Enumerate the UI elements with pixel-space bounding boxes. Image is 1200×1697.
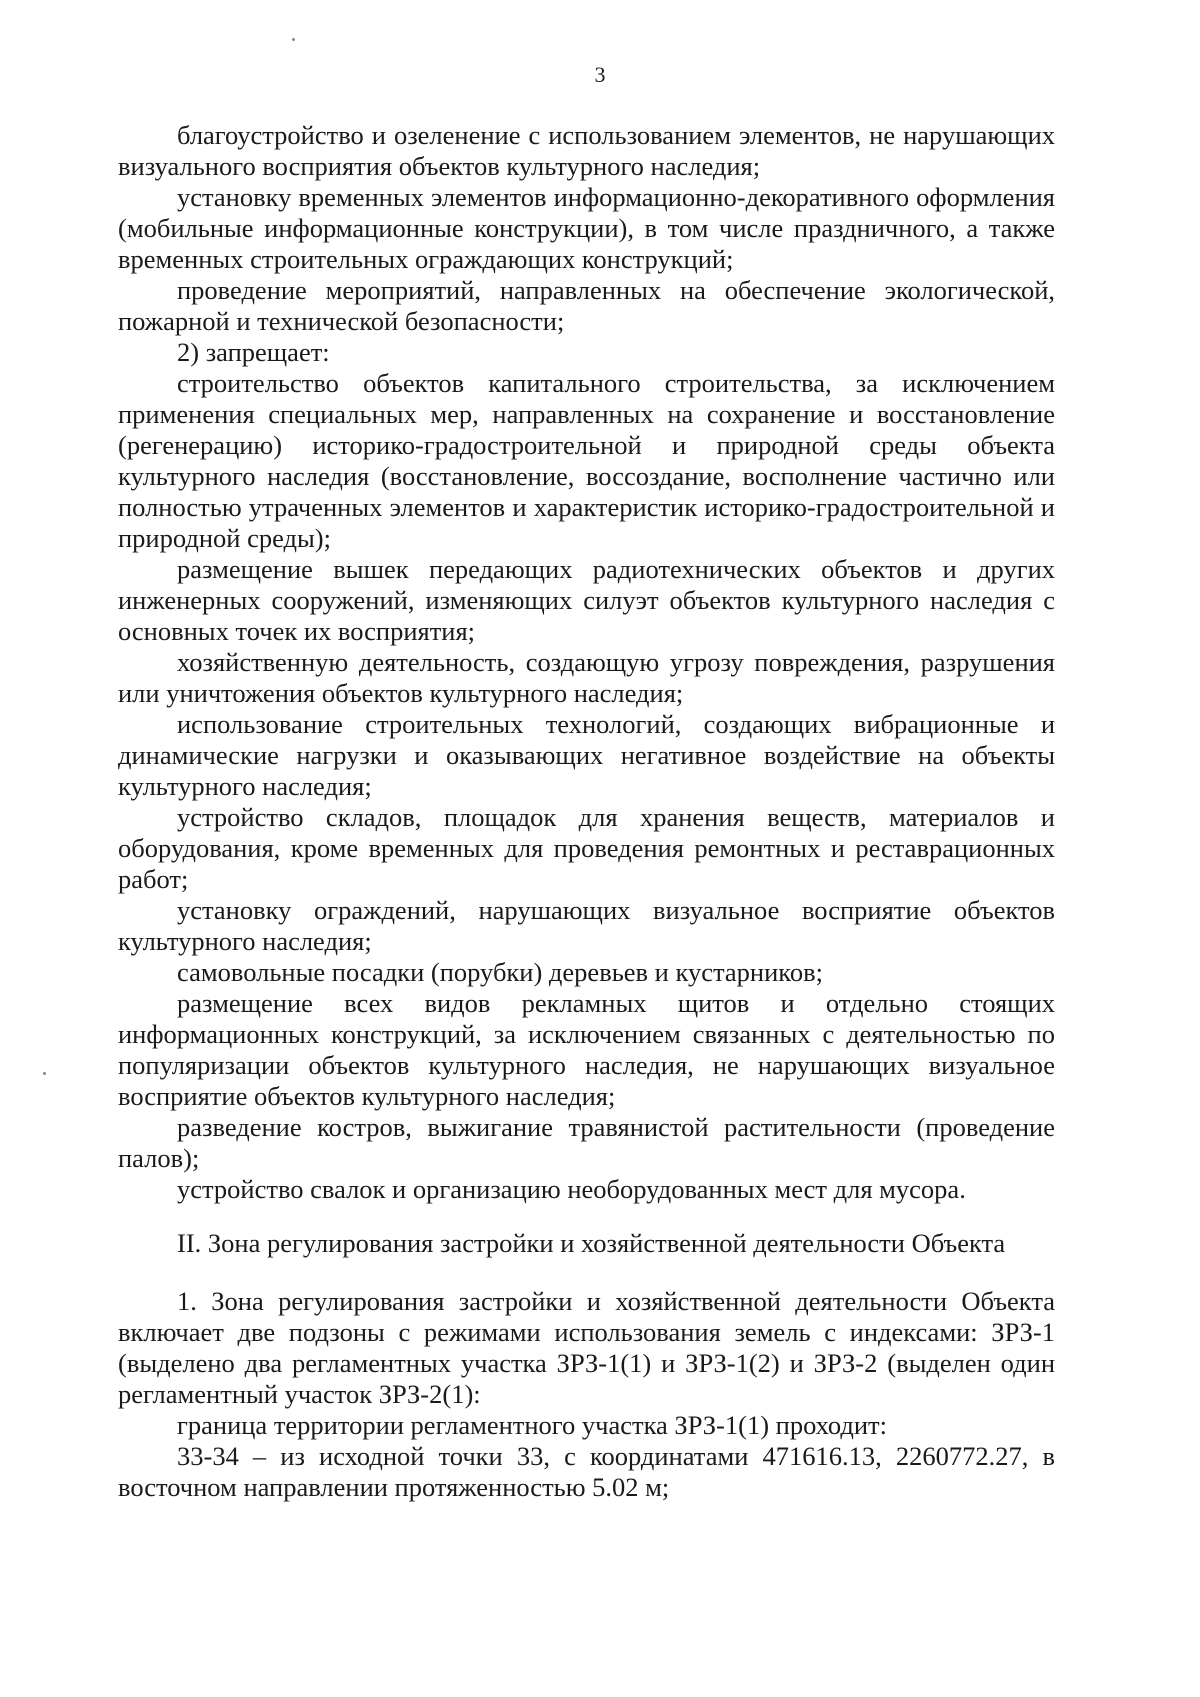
scan-speck: [292, 38, 295, 41]
paragraph: благоустройство и озеленение с использованием элементов, не нарушающих визуального восприятия объектов культурного наследия;: [118, 120, 1055, 181]
document-body: [118, 120, 1055, 1503]
paragraph: установку ограждений, нарушающих визуальное восприятие объектов культурного наследия;: [118, 895, 1055, 956]
paragraph: самовольные посадки (порубки) деревьев и кустарников;: [177, 957, 823, 987]
paragraph: разведение костров, выжигание травянистой растительности (проведение палов);: [118, 1112, 1055, 1173]
paragraph-list-marker: 2) запрещает:: [177, 337, 330, 367]
paragraph: установку временных элементов информационно-декоративного оформления (мобильные информационные конструкции), в том числе праздничного, а также временных строительных ограждающих конструкций;: [118, 182, 1055, 274]
paragraph: устройство свалок и организацию необорудованных мест для мусора.: [177, 1174, 966, 1204]
paragraph: строительство объектов капитального строительства, за исключением применения специальных мер, направленных на сохранение и восстановление (регенерацию) историко-градостроительной и природной среды объекта культурного наследия (восстановление, воссоздание, восполнение частично или полностью утраченных элементов и характеристик историко-градостроительной и природной среды);: [118, 368, 1055, 553]
paragraph: проведение мероприятий, направленных на обеспечение экологической, пожарной и технической безопасности;: [118, 275, 1055, 336]
paragraph: граница территории регламентного участка ЗРЗ-1(1) проходит:: [177, 1410, 888, 1440]
paragraph: использование строительных технологий, создающих вибрационные и динамические нагрузки и оказывающих негативное воздействие на объекты культурного наследия;: [118, 709, 1055, 801]
page-number: 3: [594, 62, 606, 87]
paragraph: размещение всех видов рекламных щитов и отдельно стоящих информационных конструкций, за исключением связанных с деятельностью по популяризации объектов культурного наследия, не нарушающих визуальное восприятие объектов культурного наследия;: [118, 988, 1055, 1111]
paragraph: хозяйственную деятельность, создающую угрозу повреждения, разрушения или уничтожения объектов культурного наследия;: [118, 647, 1055, 708]
paragraph: 33-34 – из исходной точки 33, с координатами 471616.13, 2260772.27, в восточном направлении протяженностью 5.02 м;: [118, 1441, 1055, 1502]
scan-speck: [43, 1072, 46, 1075]
section-heading: II. Зона регулирования застройки и хозяйственной деятельности Объекта: [177, 1228, 1006, 1258]
paragraph: размещение вышек передающих радиотехнических объектов и других инженерных сооружений, изменяющих силуэт объектов культурного наследия с основных точек их восприятия;: [118, 554, 1055, 646]
paragraph: устройство складов, площадок для хранения веществ, материалов и оборудования, кроме временных для проведения ремонтных и реставрационных работ;: [118, 802, 1055, 894]
paragraph: 1. Зона регулирования застройки и хозяйственной деятельности Объекта включает две подзоны с режимами использования земель с индексами: ЗРЗ-1 (выделено два регламентных участка ЗРЗ-1(1) и ЗРЗ-1(2) и ЗРЗ-2 (выделен один регламентный участок ЗРЗ-2(1):: [118, 1286, 1055, 1409]
